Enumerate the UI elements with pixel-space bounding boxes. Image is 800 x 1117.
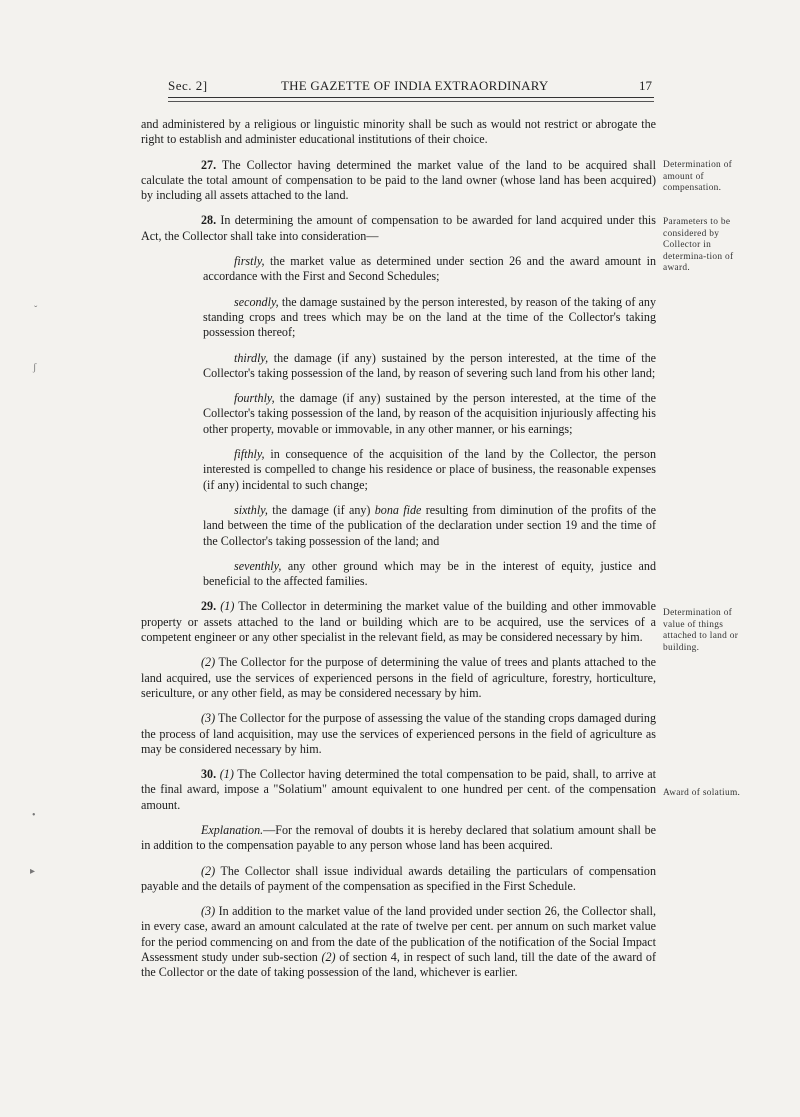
gazette-title: THE GAZETTE OF INDIA EXTRAORDINARY xyxy=(281,78,549,93)
intro-paragraph: and administered by a religious or linguistic minority shall be such as would not restrict or abrogate the right to establish and administer educational institutions of their choice. xyxy=(141,117,656,147)
section-text: The Collector shall issue individual awards detailing the particulars of compensation payable and the details of payment of the compensation as specified in the First Schedule. xyxy=(141,863,656,893)
section-text: In determining the amount of compensation to be awarded for land acquired under this Act, the Collector shall take into consideration— xyxy=(141,213,656,243)
clause-text: the damage sustained by the person interested, by reason of the taking of any standing crops and trees which may be on the land at the time of the Collector's taking possession thereof; xyxy=(203,294,656,340)
subsection-number: (3) xyxy=(201,711,216,726)
subsection-number: (2) xyxy=(201,863,216,878)
scan-speck: ▸ xyxy=(30,866,36,877)
section-number: 27. xyxy=(201,157,217,172)
section-number: 30. xyxy=(201,767,217,782)
margin-note-27: Determination of amount of compensation. xyxy=(663,160,733,194)
clause-secondly xyxy=(203,295,656,341)
clause-text: in consequence of the acquisition of the land by the Collector, the person interested is compelled to change his residence or place of business, the reasonable expenses (if any) incidental to such change; xyxy=(203,447,656,492)
clause-label: sixthly, xyxy=(234,502,268,517)
clause-label: fourthly, xyxy=(234,391,275,406)
subsection-reference: (2) xyxy=(321,950,336,965)
clause-label: seventhly, xyxy=(234,558,282,573)
section-text: The Collector having determined the total compensation to be paid, shall, to arrive at the final award, impose a "Solatium" amount equivalent to one hundred per cent. of the compensation amount. xyxy=(141,767,656,812)
page-number: 17 xyxy=(639,78,652,93)
page-body xyxy=(141,117,656,991)
scan-speck: • xyxy=(32,810,36,821)
section-text: In addition to the market value of the land provided under section 26, the Collector shall, in every case, award an amount calculated at the rate of twelve per cent. per annum on such market value for the period commencing on and from the date of the publication of the notification of the Social Impact Assessment study under sub-section xyxy=(141,904,656,965)
header-rule-thick xyxy=(168,97,654,98)
clause-text: the damage (if any) sustained by the person interested, at the time of the Collector's taking possession of the land, by reason of severing such land from his other land; xyxy=(203,350,656,380)
section-29-2 xyxy=(141,655,656,701)
subsection-number: (1) xyxy=(220,599,235,614)
clause-label: firstly, xyxy=(234,254,265,269)
clause-sixthly xyxy=(203,503,656,549)
clause-text: any other ground which may be in the interest of equity, justice and beneficial to the affected families. xyxy=(203,558,656,589)
section-29-1 xyxy=(141,599,656,645)
scan-speck: ˇ xyxy=(34,305,38,316)
section-text: of section 4, in respect of such land, till the date of the award of the Collector or the date of taking possession of the land, whichever is earlier. xyxy=(141,950,656,980)
section-30-2 xyxy=(141,864,656,895)
clause-label: fifthly, xyxy=(234,447,265,462)
section-30-3 xyxy=(141,904,656,980)
clause-label: secondly, xyxy=(234,294,279,309)
clause-firstly xyxy=(203,254,656,285)
section-28 xyxy=(141,213,656,244)
clause-fourthly xyxy=(203,391,656,437)
clause-thirdly xyxy=(203,351,656,382)
section-label: Sec. 2] xyxy=(168,78,208,93)
clause-fifthly xyxy=(203,447,656,493)
section-29-3 xyxy=(141,711,656,757)
subsection-number: (3) xyxy=(201,904,216,919)
explanation-text: —For the removal of doubts it is hereby declared that solatium amount shall be in addition to the compensation payable to any person whose land has been acquired. xyxy=(141,822,656,853)
section-text: The Collector for the purpose of determining the value of trees and plants attached to the land acquired, use the services of experienced persons in the field of agriculture, forestry, horticulture, sericulture, or any other field, as may be considered necessary by him. xyxy=(141,655,656,700)
clause-seventhly xyxy=(203,559,656,590)
section-text: The Collector for the purpose of assessing the value of the standing crops damaged during the process of land acquisition, may use the services of experienced persons in the field of agriculture as may be considered necessary by him. xyxy=(141,711,656,756)
clause-text: resulting from diminution of the profits of the land between the time of the publication of the declaration under section 19 and the time of the Collector's taking possession of the land; and xyxy=(203,502,657,548)
margin-note-29: Determination of value of things attached to land or building. xyxy=(663,608,739,653)
section-30-1 xyxy=(141,767,656,813)
clause-text: the damage (if any) xyxy=(267,502,375,517)
clause-text: the market value as determined under section 26 and the award amount in accordance with the First and Second Schedules; xyxy=(203,254,656,284)
margin-note-30: Award of solatium. xyxy=(663,788,741,798)
section-text: The Collector in determining the market value of the building and other immovable property or assets attached to the land or building which are to be acquired, use the services of a competent engineer or any other specialist in the relevant field, as may be considered necessary by him. xyxy=(141,599,656,645)
section-number: 28. xyxy=(201,213,217,228)
header-rule-thin xyxy=(168,101,654,102)
explanation xyxy=(141,823,656,854)
margin-note-28: Parameters to be considered by Collector in determina-tion of award. xyxy=(663,217,734,274)
clause-text: the damage (if any) sustained by the person interested, at the time of the Collector's taking possession of the land, by reason of the acquisition injuriously affecting his other property, movable or immovable, in any other manner, or his earnings; xyxy=(203,391,656,436)
section-text: The Collector having determined the market value of the land to be acquired shall calculate the total amount of compensation to be paid to the land owner (whose land has been acquired) by including all assets attached to the land. xyxy=(141,157,656,203)
explanation-label: Explanation. xyxy=(201,822,264,837)
clause-italic-term: bona fide xyxy=(374,502,422,517)
subsection-number: (1) xyxy=(219,767,234,782)
section-number: 29. xyxy=(201,599,217,614)
scan-speck: ʃ xyxy=(33,362,37,373)
clause-label: thirdly, xyxy=(234,350,269,365)
subsection-number: (2) xyxy=(201,655,216,670)
section-27 xyxy=(141,158,656,204)
